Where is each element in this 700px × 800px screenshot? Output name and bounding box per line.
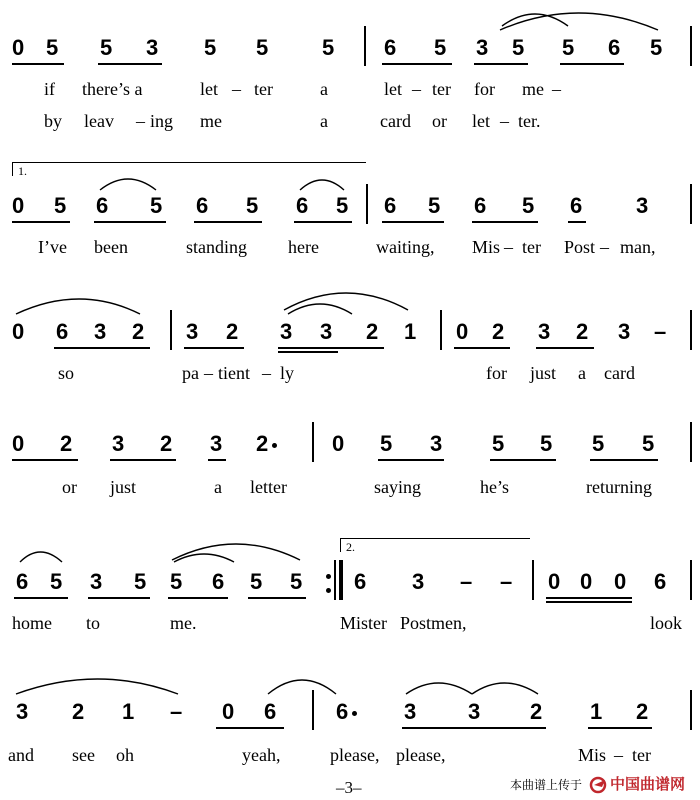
- underline: [12, 63, 64, 65]
- note: 5: [134, 569, 147, 594]
- barline: [690, 26, 692, 66]
- note: 6: [354, 569, 367, 594]
- note: 3: [112, 431, 125, 456]
- lyric: card: [380, 111, 411, 131]
- note: 6: [384, 35, 397, 60]
- note: 6: [56, 319, 69, 344]
- lyric: ing: [150, 111, 174, 131]
- lyric: ter: [432, 79, 451, 99]
- note: 5: [54, 193, 67, 218]
- note: 3: [404, 699, 417, 724]
- lyric: me.: [170, 613, 197, 633]
- lyric: –: [600, 237, 609, 257]
- repeat-dot: [326, 574, 331, 579]
- underline: [168, 597, 228, 599]
- note: 5: [100, 35, 113, 60]
- lyric: standing: [186, 237, 247, 257]
- note: 2: [530, 699, 543, 724]
- barline: [170, 310, 172, 350]
- lyric: man,: [620, 237, 656, 257]
- note: 6: [336, 699, 349, 724]
- lyric: Post: [564, 237, 596, 257]
- note: 6: [96, 193, 109, 218]
- underline: [12, 459, 78, 461]
- underline: [14, 597, 68, 599]
- lyric: been: [94, 237, 128, 257]
- underline: [378, 459, 444, 461]
- barline: [690, 690, 692, 730]
- lyric: for: [474, 79, 495, 99]
- lyric: ter.: [518, 111, 541, 131]
- lyric: oh: [116, 745, 134, 765]
- slur: [16, 679, 178, 694]
- note: 5: [434, 35, 447, 60]
- lyric: let: [200, 79, 218, 99]
- note: 6: [296, 193, 309, 218]
- underline: [294, 221, 352, 223]
- underline: [588, 727, 652, 729]
- lyric: saying: [374, 477, 421, 497]
- underline: [110, 459, 176, 461]
- barline: [312, 422, 314, 462]
- note: 6: [654, 569, 667, 594]
- underline: [454, 347, 510, 349]
- lyric: ter: [254, 79, 273, 99]
- page-number: –3–: [336, 778, 362, 797]
- lyric: –: [412, 79, 421, 99]
- lyric: ly: [280, 363, 295, 383]
- note: 3: [538, 319, 551, 344]
- note: 2: [492, 319, 505, 344]
- augmentation-dot: [352, 711, 357, 716]
- note: 6: [16, 569, 29, 594]
- note: 5: [650, 35, 663, 60]
- augmentation-dot: [272, 443, 277, 448]
- lyric: a: [320, 111, 328, 131]
- repeat-dot: [326, 588, 331, 593]
- note: 5: [512, 35, 525, 60]
- lyric: me: [522, 79, 544, 99]
- lyric: Mister: [340, 613, 387, 633]
- lyric: leav: [84, 111, 114, 131]
- note: 6: [212, 569, 225, 594]
- note: 3: [618, 319, 631, 344]
- lyric: yeah,: [242, 745, 281, 765]
- lyric: –: [552, 79, 561, 99]
- underline: [278, 347, 384, 349]
- note: 2: [576, 319, 589, 344]
- volta-label: 1.: [18, 164, 27, 178]
- lyric: look: [650, 613, 683, 633]
- volta-bracket: [12, 162, 13, 176]
- slur: [406, 683, 472, 694]
- lyric: or: [62, 477, 77, 497]
- note: 6: [474, 193, 487, 218]
- underline: [546, 597, 632, 599]
- slur: [300, 180, 344, 190]
- note: 3: [320, 319, 333, 344]
- underline: [216, 727, 284, 729]
- note: 5: [428, 193, 441, 218]
- note: 5: [322, 35, 335, 60]
- note: 0: [614, 569, 627, 594]
- note: 0: [456, 319, 469, 344]
- underline: [98, 63, 162, 65]
- note: 5: [642, 431, 655, 456]
- note: 0: [580, 569, 593, 594]
- slur: [20, 552, 62, 562]
- barline: [312, 690, 314, 730]
- lyric: for: [486, 363, 507, 383]
- lyric: please,: [330, 745, 380, 765]
- lyric: card: [604, 363, 635, 383]
- underline: [472, 221, 538, 223]
- barline: [366, 184, 368, 224]
- note: 5: [250, 569, 263, 594]
- lyric: Mis: [578, 745, 607, 765]
- underline: [88, 597, 150, 599]
- lyric: just: [110, 477, 137, 497]
- note: 5: [492, 431, 505, 456]
- underline: [474, 63, 528, 65]
- underline: [568, 221, 586, 223]
- lyric: here: [288, 237, 319, 257]
- barline: [690, 184, 692, 224]
- note: 0: [332, 431, 345, 456]
- lyric: Postmen,: [400, 613, 467, 633]
- lyric: just: [530, 363, 557, 383]
- note: –: [654, 319, 667, 344]
- underline: [94, 221, 166, 223]
- note: 2: [226, 319, 239, 344]
- note: 6: [196, 193, 209, 218]
- lyric: –: [136, 111, 145, 131]
- underline: [560, 63, 624, 65]
- note: 3: [476, 35, 489, 60]
- barline: [690, 310, 692, 350]
- underline: [54, 347, 150, 349]
- barline: [532, 560, 534, 600]
- note: 0: [12, 193, 25, 218]
- note: 3: [146, 35, 159, 60]
- volta-label: 2.: [346, 540, 355, 554]
- note: –: [500, 569, 513, 594]
- note: 2: [60, 431, 73, 456]
- note: 5: [204, 35, 217, 60]
- slur: [502, 14, 568, 26]
- note: 3: [16, 699, 29, 724]
- lyric: ter: [522, 237, 541, 257]
- lyric: a: [578, 363, 586, 383]
- note: 3: [210, 431, 223, 456]
- lyric: see: [72, 745, 95, 765]
- underline: [490, 459, 556, 461]
- lyric: a: [320, 79, 328, 99]
- note: 5: [50, 569, 63, 594]
- note: 2: [636, 699, 649, 724]
- note: 3: [186, 319, 199, 344]
- note: 3: [94, 319, 107, 344]
- lyric: –: [500, 111, 509, 131]
- lyric: he’s: [480, 477, 509, 497]
- lyric: a: [214, 477, 222, 497]
- note: 2: [256, 431, 269, 456]
- lyric: Mis: [472, 237, 501, 257]
- lyric: let: [384, 79, 402, 99]
- note: 5: [246, 193, 259, 218]
- note: 3: [412, 569, 425, 594]
- underline: [536, 347, 594, 349]
- lyric: by: [44, 111, 62, 131]
- note: 0: [12, 319, 25, 344]
- barline: [364, 26, 366, 66]
- note: 5: [46, 35, 59, 60]
- volta-bracket: [12, 162, 366, 163]
- lyric: so: [58, 363, 75, 383]
- note: –: [460, 569, 473, 594]
- note: 5: [170, 569, 183, 594]
- repeat-barline: [339, 560, 343, 600]
- upload-note: 本曲谱上传于: [510, 778, 583, 792]
- note: 5: [540, 431, 553, 456]
- barline: [440, 310, 442, 350]
- note: 5: [562, 35, 575, 60]
- lyric: –: [262, 363, 271, 383]
- lyric: pa: [182, 363, 199, 383]
- note: 0: [12, 431, 25, 456]
- lyric: –: [204, 363, 213, 383]
- slur: [288, 304, 352, 314]
- lyric: –: [504, 237, 513, 257]
- lyric: I’ve: [38, 237, 67, 257]
- lyric: tient: [218, 363, 250, 383]
- underline: [184, 347, 244, 349]
- note: 5: [336, 193, 349, 218]
- note: 1: [122, 699, 135, 724]
- underline: [278, 351, 338, 353]
- note: 2: [72, 699, 85, 724]
- note: –: [170, 699, 183, 724]
- note: 6: [264, 699, 277, 724]
- note: 1: [590, 699, 603, 724]
- underline: [382, 63, 452, 65]
- underline: [382, 221, 444, 223]
- lyric: –: [614, 745, 623, 765]
- underline: [194, 221, 262, 223]
- volta-bracket: [340, 538, 341, 552]
- note: 6: [608, 35, 621, 60]
- underline: [12, 221, 70, 223]
- lyric: home: [12, 613, 52, 633]
- note: 3: [280, 319, 293, 344]
- note: 2: [132, 319, 145, 344]
- site-logo-icon: [588, 776, 608, 794]
- lyric: ter: [632, 745, 651, 765]
- note: 5: [150, 193, 163, 218]
- lyric: let: [472, 111, 490, 131]
- note: 6: [570, 193, 583, 218]
- repeat-barline: [334, 560, 336, 600]
- lyric: –: [232, 79, 241, 99]
- lyric: there’s a: [82, 79, 143, 99]
- note: 5: [592, 431, 605, 456]
- slur: [472, 683, 538, 694]
- lyric: letter: [250, 477, 287, 497]
- note: 3: [636, 193, 649, 218]
- slur: [268, 680, 336, 694]
- volta-bracket: [340, 538, 530, 539]
- note: 0: [222, 699, 235, 724]
- lyric: me: [200, 111, 222, 131]
- slur: [100, 179, 156, 190]
- note: 0: [12, 35, 25, 60]
- note: 1: [404, 319, 417, 344]
- underline: [402, 727, 546, 729]
- note: 2: [366, 319, 379, 344]
- note: 3: [90, 569, 103, 594]
- note: 2: [160, 431, 173, 456]
- note: 5: [256, 35, 269, 60]
- note: 3: [468, 699, 481, 724]
- underline: [546, 601, 632, 603]
- barline: [690, 422, 692, 462]
- note: 3: [430, 431, 443, 456]
- note: 6: [384, 193, 397, 218]
- lyric: to: [86, 613, 101, 633]
- barline: [690, 560, 692, 600]
- underline: [248, 597, 306, 599]
- underline: [208, 459, 226, 461]
- site-name: 中国曲谱网: [610, 775, 686, 793]
- note: 0: [548, 569, 561, 594]
- lyric: if: [44, 79, 55, 99]
- lyric: and: [8, 745, 34, 765]
- slur: [172, 544, 300, 560]
- note: 5: [380, 431, 393, 456]
- note: 5: [522, 193, 535, 218]
- lyric: waiting,: [376, 237, 435, 257]
- note: 5: [290, 569, 303, 594]
- lyric: please,: [396, 745, 446, 765]
- lyric: returning: [586, 477, 652, 497]
- lyric: or: [432, 111, 447, 131]
- underline: [590, 459, 658, 461]
- slur: [16, 299, 140, 314]
